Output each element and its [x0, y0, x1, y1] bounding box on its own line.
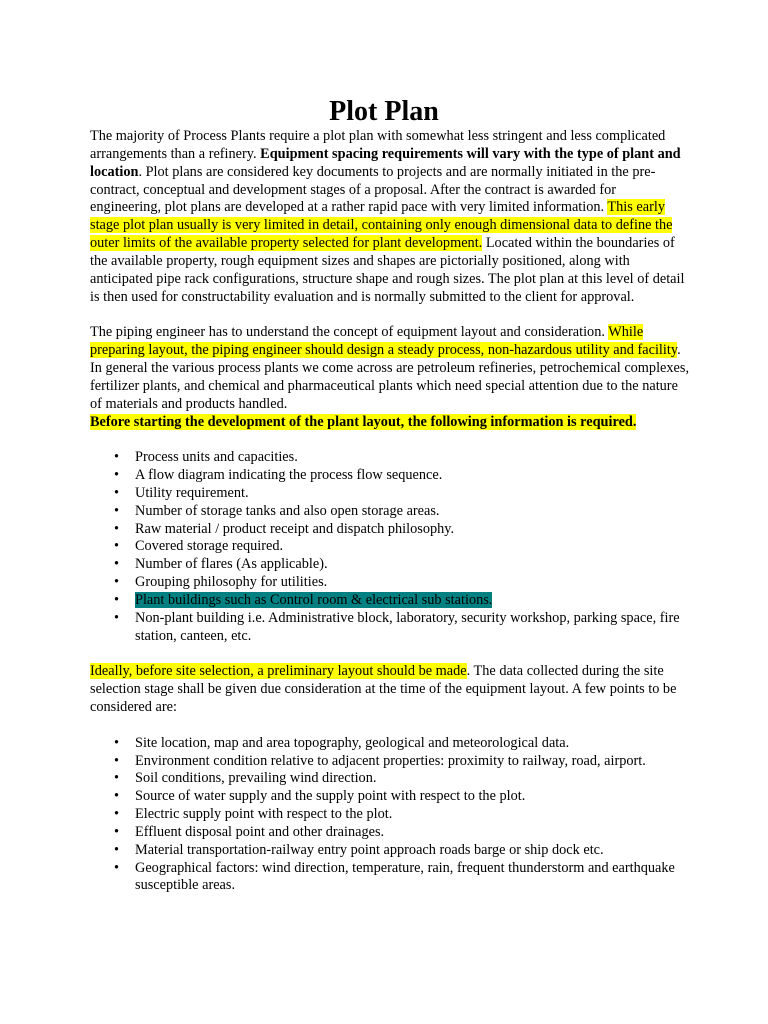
- list-item: • Raw material / product receipt and dispatch philosophy.: [114, 520, 455, 537]
- bullet-icon: •: [114, 502, 120, 519]
- paragraph-intro: [90, 128, 690, 306]
- teal-highlight-run: Plant buildings such as Control room & electrical sub stations.: [135, 591, 493, 608]
- bold-highlight-run: Before starting the development of the plant layout, the following information is required.: [90, 413, 637, 430]
- bullet-icon: •: [114, 467, 120, 484]
- paragraph-gap: [90, 306, 690, 324]
- list-item: • Number of storage tanks and also open storage areas.: [114, 502, 440, 519]
- bullet-icon: •: [114, 752, 120, 769]
- page-title: Plot Plan: [329, 96, 439, 127]
- bullet-icon: •: [114, 449, 120, 466]
- list-item: • Number of flares (As applicable).: [114, 556, 328, 573]
- bullet-icon: •: [114, 609, 120, 626]
- highlight-run: While preparing layout, the piping engineer should design a steady process, non-hazardous utility and facility: [90, 324, 678, 359]
- paragraph-required-info: [90, 414, 690, 432]
- list-item: • Material transportation-railway entry point approach roads barge or ship dock etc.: [114, 841, 604, 858]
- text-run: Located within the boundaries of the available property, rough equipment sizes and shapes are pictorially positioned, along with anticipated pipe rack configurations, structure shape and rough sizes. The plot plan at this level of detail is then used for constructability evaluation and is normally submitted to the client for approval.: [90, 235, 685, 305]
- list-item: • Grouping philosophy for utilities.: [114, 574, 328, 591]
- bullet-icon: •: [114, 823, 120, 840]
- paragraph-gap: [90, 431, 690, 449]
- bullet-icon: •: [114, 484, 120, 501]
- text-run: . Plot plans are considered key documents to projects and are normally initiated in the pre-contract, conceptual and development stages of a proposal. After the contract is awarded for engineering, plot plans are developed at a rather rapid pace with very limited information.: [90, 163, 656, 216]
- bullet-icon: •: [114, 770, 120, 787]
- bullet-icon: •: [114, 556, 120, 573]
- list-item: • Geographical factors: wind direction, temperature, rain, frequent thunderstorm and earthquake susceptible areas.: [114, 859, 675, 894]
- list-item: • Source of water supply and the supply point with respect to the plot.: [114, 788, 526, 805]
- bullet-icon: •: [114, 538, 120, 555]
- bullet-icon: •: [114, 859, 120, 876]
- site-points-list: [90, 735, 690, 896]
- bullet-icon: •: [114, 841, 120, 858]
- paragraph-gap: [90, 645, 690, 663]
- list-item: • Covered storage required.: [114, 538, 284, 555]
- highlight-run: Ideally, before site selection, a preliminary layout should be made: [90, 663, 467, 680]
- paragraph-gap: [90, 717, 690, 735]
- list-item: • Site location, map and area topography, geological and meteorological data.: [114, 734, 570, 751]
- text-run: The piping engineer has to understand the concept of equipment layout and consideration.: [90, 324, 609, 341]
- bullet-icon: •: [114, 788, 120, 805]
- bullet-icon: •: [114, 806, 120, 823]
- list-item: • Electric supply point with respect to the plot.: [114, 806, 393, 823]
- bold-run: Equipment spacing requirements will vary with the type of plant and location: [90, 145, 681, 180]
- text-run: The majority of Process Plants require a plot plan with somewhat less stringent and less complicated arrangements than a refinery.: [90, 128, 666, 162]
- list-item: • Soil conditions, prevailing wind direction.: [114, 770, 377, 787]
- list-item: • Non-plant building i.e. Administrative block, laboratory, security workshop, parking space, fire station, canteen, etc.: [114, 609, 680, 644]
- bullet-icon: •: [114, 591, 120, 608]
- bullet-icon: •: [114, 734, 120, 751]
- bullet-icon: •: [114, 574, 120, 591]
- list-item: • Process units and capacities.: [114, 449, 298, 466]
- bullet-icon: •: [114, 520, 120, 537]
- list-item: [90, 592, 690, 610]
- list-item: • Environment condition relative to adjacent properties: proximity to railway, road, airport.: [114, 752, 646, 769]
- required-info-list: [90, 449, 690, 645]
- document-body: [90, 128, 690, 895]
- text-run: . The data collected during the site selection stage shall be given due consideration at the time of the equipment layout. A few points to be considered are:: [90, 663, 677, 715]
- paragraph-site-selection: [90, 663, 690, 717]
- text-run: . In general the various process plants we come across are petroleum refineries, petrochemical complexes, fertilizer plants, and chemical and pharmaceutical plants which need special attention due to the nature of materials and products handled.: [90, 342, 690, 412]
- paragraph-piping-engineer: [90, 324, 690, 413]
- list-item: • Effluent disposal point and other drainages.: [114, 823, 385, 840]
- list-item: • Utility requirement.: [114, 484, 249, 501]
- list-item: • A flow diagram indicating the process flow sequence.: [114, 467, 443, 484]
- highlight-run: This early stage plot plan usually is very limited in detail, containing only enough dimensional data to define the outer limits of the available property selected for plant development.: [90, 199, 673, 252]
